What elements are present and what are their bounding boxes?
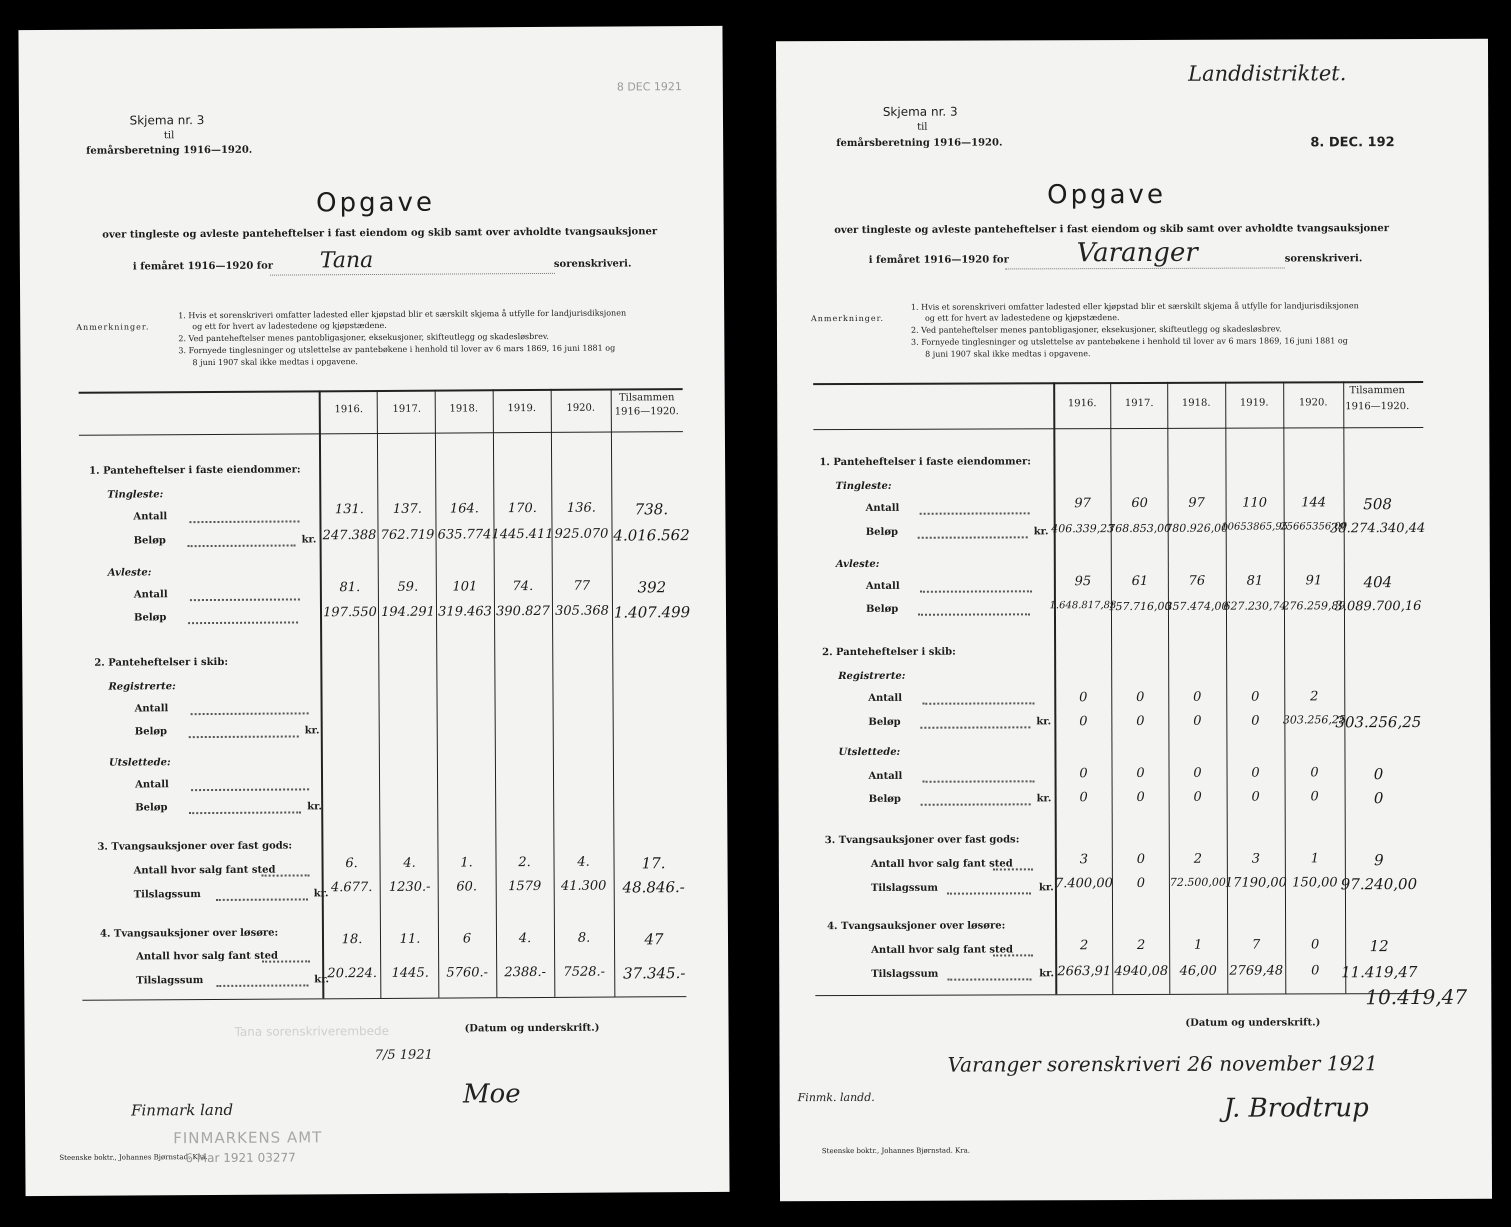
schema-report: femårsberetning 1916—1920. [86, 144, 253, 157]
schema-label: Skjema nr. 3 [129, 113, 205, 128]
tingleste-label: Tingleste: [107, 489, 164, 501]
leader-dots [776, 39, 1488, 41]
section-3: 3. Tvangsauksjoner over fast gods: [824, 834, 1020, 847]
note-1b: og ett for hvert av ladestedene og kjøpstædene. [192, 320, 387, 332]
reg-belop-kr: kr. [304, 725, 320, 737]
table-value: 97 [1074, 496, 1091, 512]
table-value: 97.240,00 [1340, 875, 1418, 894]
avl-belop-label: Beløp [134, 612, 167, 624]
datum-label: (Datum og underskrift.) [1185, 1017, 1321, 1029]
finmarkens-stamp: FINMARKENS AMT [173, 1128, 323, 1148]
district-dotted-line [270, 273, 555, 276]
table-value: 0 [1136, 713, 1145, 729]
datum-label: (Datum og underskrift.) [464, 1022, 600, 1035]
table-value: 72.500,00 [1169, 875, 1226, 889]
table-value: 46,00 [1179, 963, 1217, 979]
table-value: 136. [566, 500, 596, 516]
col-rule [435, 390, 440, 998]
table-value: 925.070 [554, 526, 609, 542]
table-value: 97 [1188, 495, 1205, 511]
table-top-rule [79, 388, 683, 394]
table-value: 131. [334, 502, 364, 518]
table-value: 0 [1310, 937, 1320, 953]
received-stamp: 8 DEC 1921 [616, 80, 682, 94]
t3-sum-kr: kr. [313, 888, 329, 900]
stamp-bottom-number: 6 Mar 1921 03277 [185, 1150, 296, 1166]
table-value: 508 [1363, 495, 1392, 514]
col-total: Tilsammen [618, 392, 675, 404]
ting-belop-kr: kr. [1033, 526, 1049, 538]
faded-office-stamp: Tana sorenskriverembede [234, 1023, 390, 1039]
table-value: 60. [456, 879, 478, 895]
table-value: 2 [1079, 938, 1089, 954]
table-value: 76 [1188, 573, 1206, 589]
table-value: 0 [1251, 765, 1260, 781]
leader-dots-line [188, 621, 298, 624]
notes-label: Anmerkninger. [810, 313, 885, 324]
col-1919: 1919. [507, 403, 537, 415]
table-value: 59. [397, 579, 419, 595]
table-value: 762.719 [380, 527, 435, 543]
table-value: 2 [1310, 689, 1319, 705]
table-head-rule [79, 431, 683, 436]
handwritten-place-date: Varanger sorenskriveri 26 november 1921 [947, 1051, 1378, 1077]
sorenskriveri-label: sorenskriveri. [1284, 253, 1363, 265]
printer-note: Steenske boktr., Johannes Bjørnstad. Kra. [59, 1153, 208, 1162]
received-stamp: 8. DEC. 192 [1310, 135, 1395, 151]
leader-dots-line [190, 598, 300, 601]
table-value: 2769,48 [1229, 963, 1284, 979]
handwritten-date: 7/5 1921 [374, 1047, 433, 1064]
note-2: 2. Ved panteheftelser menes pantobligasjoner, eksekusjoner, skifteutlegg og skadesløsbrev. [910, 324, 1282, 335]
table-value: 780.926,00 [1165, 521, 1229, 535]
printer-note: Steenske boktr., Johannes Bjørnstad. Kra. [821, 1146, 971, 1156]
form-title: Opgave [316, 187, 435, 219]
table-value: 0 [1079, 690, 1088, 706]
leader-dots-line [993, 954, 1033, 956]
table-value: 4.677. [330, 880, 373, 896]
section-4: 4. Tvangsauksjoner over løsøre: [827, 920, 1006, 933]
leader-dots-line [920, 512, 1030, 514]
section-2: 2. Panteheftelser i skib: [94, 656, 229, 669]
ting-antall-label: Antall [133, 511, 168, 523]
table-value: 0 [1373, 789, 1384, 808]
table-value: 38.274.340,44 [1330, 520, 1426, 537]
table-value: 2. [518, 855, 531, 871]
leader-dots-line [188, 544, 296, 547]
table-value: 0 [1251, 713, 1260, 729]
table-value: 303.256,25 [1282, 713, 1346, 727]
table-value: 0 [1136, 851, 1146, 867]
table-value: 2 [1136, 937, 1146, 953]
avl-antall-label: Antall [865, 580, 900, 592]
note-3: 3. Fornyede tinglesninger og utslettelse av pantebøkene i henhold til lover av 6 mars 1869, 16 juni 1881 og [178, 343, 616, 356]
table-value: 1445.411 [491, 526, 554, 543]
form-subtitle: over tingleste og avleste panteheftelser i fast eiendom og skib samt over avholdte tvangsauksjoner [102, 226, 658, 241]
table-value: 81 [1246, 573, 1264, 589]
table-value: 0 [1079, 766, 1088, 782]
period-label: i femåret 1916—1920 for [868, 254, 1009, 266]
table-value: 5760.- [446, 965, 489, 981]
table-value: 1 [1310, 851, 1320, 867]
table-value: 627.230,74 [1223, 599, 1287, 613]
leader-dots-line [918, 613, 1030, 615]
table-value: 1.648.817,83 [1049, 600, 1117, 612]
table-value: 2663,91 [1057, 964, 1112, 980]
table-value: 1 [1193, 937, 1203, 953]
utsl-antall-label: Antall [135, 779, 169, 791]
sorenskriveri-label: sorenskriveri. [553, 258, 632, 270]
schema-label: Skjema nr. 3 [882, 104, 958, 119]
leader-dots-line [947, 978, 1031, 980]
t4-sum-kr: kr. [314, 974, 330, 986]
leader-dots-line [216, 984, 308, 987]
table-value: 8. [577, 930, 591, 946]
t4-antall-label: Antall hvor salg fant sted [136, 950, 278, 963]
utsl-belop-kr: kr. [1036, 793, 1052, 805]
schema-til: til [163, 130, 175, 142]
year-col-rules [776, 39, 1488, 41]
table-value: 7528.- [563, 964, 606, 980]
table-value: 4940,08 [1114, 963, 1169, 980]
leader-dots-line [923, 780, 1035, 782]
table-value: 60 [1131, 495, 1148, 512]
note-1: 1. Hvis et sorenskriveri omfatter ladested eller kjøpstad blir et særskilt skjema å utfylle for landjurisdiksjonen [910, 301, 1359, 312]
col-rule [1283, 381, 1286, 993]
col-1917: 1917. [1124, 397, 1154, 410]
utslettede-label: Utslettede: [838, 746, 901, 759]
table-value: 392 [637, 578, 667, 597]
schema-report: femårsberetning 1916—1920. [836, 137, 1003, 150]
leader-dots-line [920, 590, 1032, 592]
table-head-rule [813, 427, 1423, 430]
district-name: Tana [319, 247, 374, 274]
table-value: 635.774 [437, 527, 492, 543]
table-value: 4. [403, 855, 416, 871]
leader-dots-line [189, 811, 301, 814]
table-value: 74. [512, 579, 534, 595]
year-col-rules [18, 26, 722, 30]
side-note: Finmk. landd. [797, 1090, 875, 1105]
col-rule [1110, 382, 1113, 994]
col-1916: 1916. [1067, 398, 1097, 410]
table-value: 0 [1251, 689, 1260, 705]
table-value: 4. [577, 854, 590, 870]
table-value: 3 [1251, 851, 1261, 867]
note-2: 2. Ved panteheftelser menes pantobligasjoner, eksekusjoner, skifteutlegg og skadesløsbrev. [178, 331, 549, 344]
table-value: 11.419,47 [1341, 963, 1418, 982]
t3-sum-label: Tilslagssum [870, 882, 939, 894]
table-value: 247.388 [322, 527, 377, 544]
reg-belop-label: Beløp [868, 716, 901, 728]
note-1b: og ett for hvert av ladestedene og kjøpstædene. [924, 313, 1120, 323]
table-value: 164. [449, 501, 479, 517]
avl-belop-label: Beløp [865, 603, 899, 615]
col-rule [551, 389, 556, 997]
table-value: 61 [1131, 573, 1149, 590]
col-total-years: 1916—1920. [614, 406, 679, 418]
table-value: 0 [1373, 765, 1384, 784]
section-3: 3. Tvangsauksjoner over fast gods: [97, 840, 293, 853]
table-value: 0 [1136, 689, 1145, 705]
table-value: 17190,00 [1224, 875, 1287, 891]
section-4: 4. Tvangsauksjoner over løsøre: [99, 927, 279, 940]
avleste-label: Avleste: [107, 567, 152, 579]
top-handwriting: Landdistriktet. [1188, 61, 1347, 86]
table-value: 7.400,00 [1054, 876, 1113, 892]
table-value: 170. [507, 501, 537, 517]
left-signature: Moe [462, 1079, 521, 1110]
avl-antall-label: Antall [133, 589, 168, 601]
col-1919: 1919. [1239, 397, 1269, 409]
bottom-handwriting: Finmark land [130, 1100, 234, 1120]
reg-belop-kr: kr. [1036, 716, 1052, 728]
table-value: 4.016.562 [613, 526, 690, 545]
table-top-rule [813, 381, 1423, 385]
ting-antall-label: Antall [865, 502, 900, 514]
utsl-belop-label: Beløp [868, 793, 901, 805]
label-col-rule [319, 390, 325, 998]
col-1920: 1920. [1298, 397, 1328, 409]
table-value: 9 [1374, 851, 1384, 870]
note-1: 1. Hvis et sorenskriveri omfatter ladested eller kjøpstad blir et særskilt skjema å utfylle for landjurisdiksjonen [178, 308, 627, 321]
leader-dots-line [262, 874, 310, 876]
table-value: 0 [1193, 689, 1202, 705]
table-value: 1445. [391, 965, 429, 981]
ting-belop-label: Beløp [865, 526, 898, 538]
t3-antall-label: Antall hvor salg fant sted [870, 858, 1013, 870]
t4-sum-label: Tilslagssum [136, 975, 204, 987]
table-value: 18. [341, 932, 363, 948]
left-form-page [18, 26, 729, 1196]
utsl-antall-label: Antall [868, 770, 903, 782]
schema-til: til [917, 121, 928, 133]
form-title: Opgave [1047, 179, 1166, 211]
table-value: 101 [452, 579, 478, 595]
section-1: 1. Panteheftelser i faste eiendommer: [819, 456, 1031, 469]
table-value: 197.550 [323, 604, 377, 621]
leader-dots-line [262, 960, 310, 962]
table-value: 81. [339, 580, 361, 596]
table-value: 768.853,00 [1108, 521, 1172, 536]
t4-sum-label: Tilslagssum [871, 968, 939, 980]
table-value: 110 [1242, 495, 1268, 511]
t3-antall-label: Antall hvor salg fant sted [133, 864, 276, 877]
table-value: 0 [1079, 790, 1088, 806]
table-value: 20.224. [327, 965, 378, 982]
table-value: 10653865,95 [1221, 521, 1289, 533]
table-value: 194.291 [381, 604, 435, 620]
table-value: 2 [1193, 851, 1203, 867]
col-rule [377, 390, 382, 998]
table-value: 41.300 [560, 878, 607, 894]
table-value: 0 [1193, 789, 1202, 805]
note-3b: 8 juni 1907 skal ikke medtas i opgavene. [925, 349, 1091, 359]
col-total-years: 1916—1920. [1345, 401, 1410, 413]
table-value: 6. [345, 856, 358, 872]
table-value: 0 [1310, 789, 1319, 805]
ting-belop-kr: kr. [301, 534, 317, 546]
note-3: 3. Fornyede tinglesninger og utslettelse av pantebøkene i henhold til lover av 6 mars 1869, 16 juni 1881 og [911, 336, 1348, 347]
col-total: Tilsammen [1349, 385, 1405, 397]
table-value: 37.345.- [622, 964, 686, 983]
table-value: 3.089.700,16 [1334, 598, 1422, 615]
leader-dots-line [993, 868, 1033, 870]
col-rule [1343, 381, 1346, 993]
t4-antall-label: Antall hvor salg fant sted [871, 944, 1014, 956]
table-bottom-rule [82, 996, 686, 1001]
utsl-belop-kr: kr. [307, 801, 322, 813]
district-name: Varanger [1076, 237, 1198, 269]
section-1: 1. Panteheftelser i faste eiendommer: [89, 464, 301, 477]
t3-sum-kr: kr. [1038, 882, 1054, 894]
table-value: 404 [1363, 573, 1393, 592]
col-rule [493, 389, 498, 997]
table-value: 0 [1193, 713, 1202, 729]
leader-dots-line [216, 898, 308, 901]
table-value: 144 [1301, 495, 1327, 511]
table-value: 2388.- [504, 964, 547, 981]
table-value: 12 [1369, 937, 1389, 956]
ting-belop-label: Beløp [133, 535, 166, 547]
table-value: 1.407.499 [613, 603, 691, 622]
table-value: 1579 [508, 878, 542, 895]
table-value: 0 [1251, 789, 1260, 805]
table-value: 390.827 [496, 603, 550, 620]
col-rule [1225, 382, 1228, 994]
right-form-page [776, 39, 1492, 1201]
reg-antall-label: Antall [134, 703, 169, 715]
utsl-belop-label: Beløp [135, 802, 168, 814]
registrerte-label: Registrerte: [838, 670, 906, 683]
table-value: 91 [1305, 573, 1323, 589]
table-value: 150,00 [1292, 875, 1338, 891]
table-value: 1. [460, 855, 473, 871]
table-value: 0 [1136, 789, 1145, 805]
avleste-label: Avleste: [835, 558, 880, 571]
table-value: 1230.- [388, 879, 431, 895]
table-value: 137. [392, 501, 422, 517]
table-value: 0 [1310, 765, 1319, 781]
leader-dots-line [189, 735, 299, 738]
tingleste-label: Tingleste: [835, 480, 892, 493]
t3-sum-label: Tilslagssum [133, 889, 201, 901]
section-2: 2. Panteheftelser i skib: [822, 646, 956, 659]
col-1918: 1918. [1181, 397, 1211, 409]
leader-dots [18, 26, 722, 30]
period-label: i femåret 1916—1920 for [132, 260, 274, 273]
col-1917: 1917. [392, 403, 422, 415]
table-value: 0 [1193, 765, 1202, 781]
table-value: 3 [1079, 852, 1089, 868]
leader-dots-line [191, 788, 309, 791]
leader-dots-line [191, 712, 309, 715]
table-value: 11. [399, 931, 421, 947]
table-value: 47 [644, 930, 664, 949]
table-value: 0 [1311, 963, 1320, 979]
col-1920: 1920. [566, 402, 596, 414]
table-value: 0 [1079, 714, 1088, 730]
col-rule [1167, 382, 1170, 994]
note-3b: 8 juni 1907 skal ikke medtas i opgavene. [192, 357, 358, 368]
notes-label: Anmerkninger. [76, 322, 150, 332]
form-subtitle: over tingleste og avleste panteheftelser i fast eiendom og skib samt over avholdte tvangsauksjoner [834, 223, 1390, 237]
table-value: 4. [518, 931, 532, 947]
col-rule [611, 389, 616, 997]
label-col-rule [1053, 382, 1057, 994]
utslettede-label: Utslettede: [108, 757, 171, 769]
leader-dots-line [920, 726, 1030, 728]
leader-dots-line [918, 536, 1028, 538]
table-value: 17. [641, 854, 666, 873]
corrected-total: 10.419,47 [1365, 984, 1468, 1010]
table-value: 738. [634, 500, 669, 519]
table-value: 48.846.- [622, 878, 685, 897]
leader-dots-line [947, 892, 1031, 894]
col-1918: 1918. [449, 403, 479, 415]
leader-dots-line [922, 702, 1034, 704]
col-1916: 1916. [334, 404, 364, 416]
table-value: 276.259,89 [1282, 599, 1346, 613]
reg-antall-label: Antall [868, 692, 903, 704]
table-bottom-rule [815, 993, 1425, 996]
right-signature: J. Brodtrup [1223, 1093, 1369, 1124]
table-value: 303.256,25 [1335, 712, 1422, 732]
reg-belop-label: Beløp [134, 726, 168, 738]
table-value: 95 [1074, 574, 1092, 590]
t4-sum-kr: kr. [1039, 968, 1055, 980]
table-value: 357.474,00 [1165, 599, 1229, 613]
table-value: 77 [573, 578, 591, 594]
table-value: 25665356,00 [1280, 521, 1348, 533]
leader-dots-line [921, 803, 1031, 805]
table-value: 157.716,00 [1108, 599, 1172, 614]
table-value: 0 [1136, 875, 1146, 891]
table-value: 6 [462, 931, 472, 947]
table-value: 0 [1136, 765, 1145, 781]
leader-dots-line [189, 520, 299, 523]
table-value: 305.368 [555, 603, 609, 619]
table-value: 7 [1251, 937, 1261, 953]
table-value: 406.339,23 [1051, 522, 1115, 536]
registrerte-label: Registrerte: [108, 681, 176, 693]
table-value: 319.463 [438, 604, 492, 620]
